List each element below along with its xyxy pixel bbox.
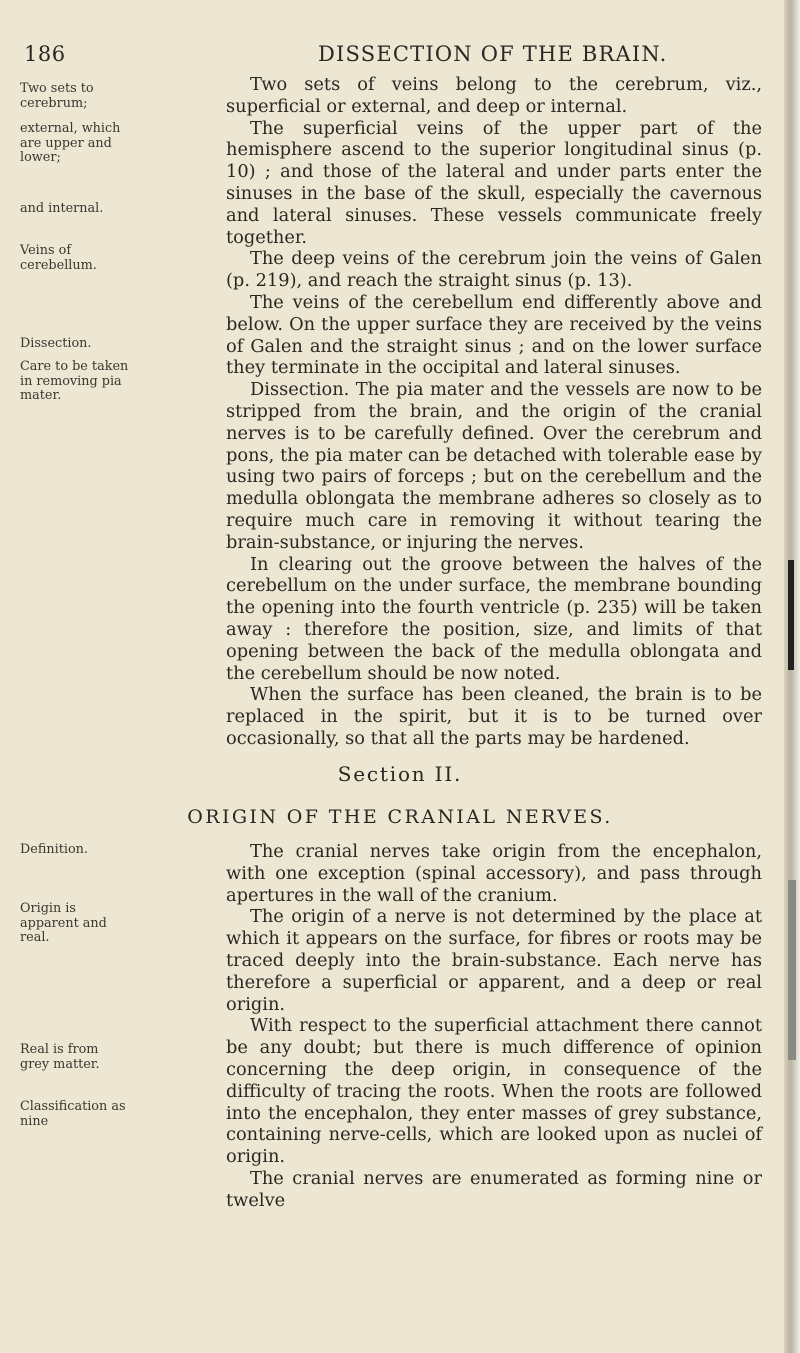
paragraph: The origin of a nerve is not determined by the place at which it appears on the surface, for fibres or roots may be traced deeply into the brain-substance. Each nerve has therefore a superficial or apparent, and a deep or real origin.: [226, 906, 762, 1015]
page-edge-shadow: [784, 0, 800, 1353]
edge-mark: [788, 560, 794, 670]
section-subheading: ORIGIN OF THE CRANIAL NERVES.: [187, 806, 613, 828]
paragraph: With respect to the superficial attachment there cannot be any doubt; but there is much difference of opinion concerning the deep origin, in consequence of the difficulty of tracing the roots. When the roots are followed into the encephalon, they enter masses of grey substance, containing nerve-cells, which are looked upon as nuclei of origin.: [226, 1015, 762, 1168]
running-title: DISSECTION OF THE BRAIN.: [318, 42, 668, 66]
margin-note: external, which are upper and lower;: [20, 121, 121, 166]
page-number: 186: [24, 42, 66, 66]
paragraph: Two sets of veins belong to the cerebrum, viz., superficial or external, and deep or internal.: [226, 74, 762, 117]
margin-note: Real is from grey matter.: [20, 1042, 100, 1072]
edge-mark: [788, 880, 796, 1060]
margin-note: Definition.: [20, 842, 88, 857]
margin-note: and internal.: [20, 201, 104, 216]
paragraph: The cranial nerves are enumerated as forming nine or twelve: [226, 1167, 762, 1211]
margin-note: Two sets to cerebrum;: [20, 81, 94, 111]
paragraph: Dissection. The pia mater and the vessels are now to be stripped from the brain, and the origin of the cranial nerves is to be carefully defined. Over the cerebrum and pons, the pia mater can be detached with tolerable ease by using two pairs of forceps ; but on the cerebellum and the medulla oblongata the membrane adheres so closely as to require much care in removing it without tearing the brain-substance, or injuring the nerves.: [226, 379, 762, 553]
margin-note: Veins of cerebellum.: [20, 243, 97, 273]
page-header: [0, 24, 800, 64]
paragraph: The veins of the cerebellum end differently above and below. On the upper surface they are received by the veins of Galen and the straight sinus ; and on the lower surface they terminate in the occipital and lateral sinuses.: [226, 291, 762, 379]
body-text-part1: [226, 74, 762, 750]
margin-note: Classification as nine: [20, 1099, 126, 1129]
paragraph: In clearing out the groove between the halves of the cerebellum on the under surface, the membrane bounding the opening into the fourth ventricle (p. 235) will be taken away : therefore the position, size, and limits of that opening between the back of the medulla oblongata and the cerebellum should be now noted.: [226, 553, 762, 684]
paragraph: When the surface has been cleaned, the brain is to be replaced in the spirit, but it is to be turned over occasionally, so that all the parts may be hardened.: [226, 684, 762, 749]
margin-note: Dissection.: [20, 336, 92, 351]
margin-note: Care to be taken in removing pia mater.: [20, 359, 129, 404]
paragraph: The cranial nerves take origin from the encephalon, with one exception (spinal accessory), and pass through apertures in the wall of the cranium.: [226, 841, 762, 906]
paragraph: The deep veins of the cerebrum join the veins of Galen (p. 219), and reach the straight sinus (p. 13).: [226, 248, 762, 292]
paragraph: The superficial veins of the upper part of the hemisphere ascend to the superior longitudinal sinus (p. 10) ; and those of the lateral and under parts enter the sinuses in the base of the skull, especially the cavernous and lateral sinuses. These vessels communicate freely together.: [226, 117, 762, 248]
margin-note: Origin is apparent and real.: [20, 901, 107, 946]
body-text-part2: [226, 841, 762, 1212]
section-heading: Section II.: [337, 762, 463, 786]
